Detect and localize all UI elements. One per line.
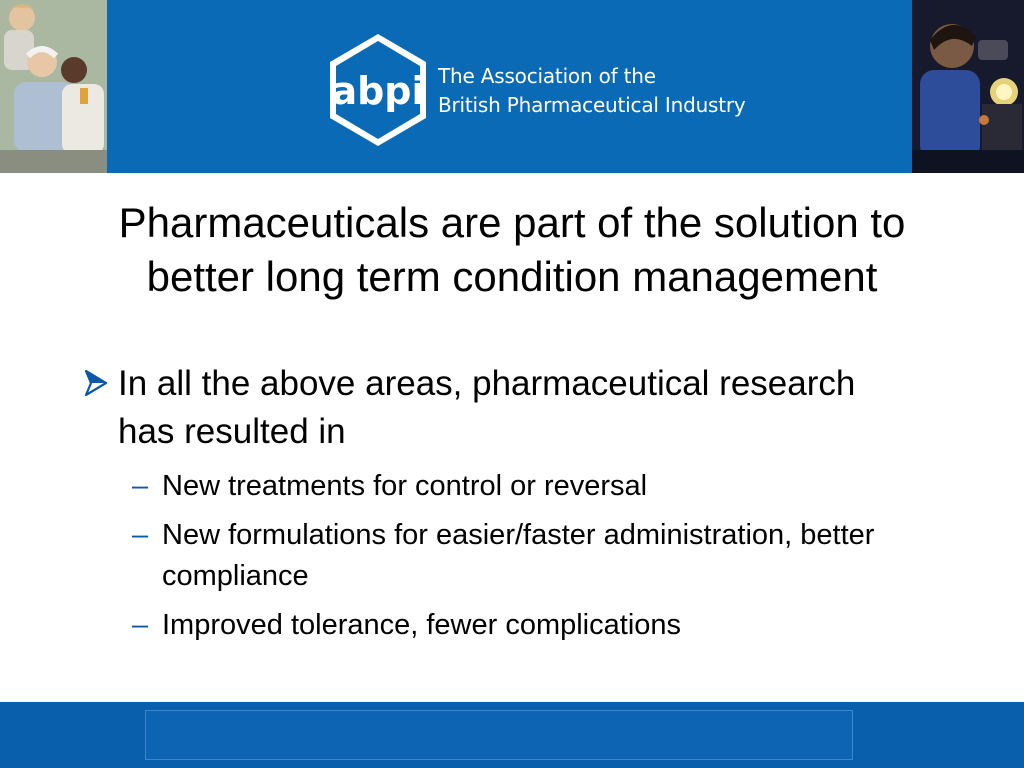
slide-title: Pharmaceuticals are part of the solution to better long term condition management <box>118 199 906 300</box>
sub-bullet-item <box>132 466 920 507</box>
sub-bullet-list <box>80 466 920 646</box>
footer-panel <box>145 710 853 760</box>
arrow-bullet-icon <box>80 368 110 398</box>
laboratory-researcher-photo <box>912 0 1024 173</box>
abpi-logo-icon <box>328 32 428 148</box>
bullet-list <box>80 360 920 654</box>
sub-bullet-item <box>132 605 920 646</box>
sub-bullet-text: New treatments for control or reversal <box>162 470 648 502</box>
header-banner <box>0 0 1024 173</box>
elderly-patients-photo <box>0 0 107 173</box>
sub-bullet-text: Improved tolerance, fewer complications <box>162 609 682 641</box>
dash-bullet-icon: – <box>132 609 149 641</box>
sub-bullet-item <box>132 515 920 597</box>
logo-wordmark <box>438 62 746 120</box>
logo-mark-text: abpi <box>331 69 425 113</box>
logo-line-2: British Pharmaceutical Industry <box>438 93 746 117</box>
bullet-text: In all the above areas, pharmaceutical research has resulted in <box>118 364 856 451</box>
dash-bullet-icon: – <box>132 470 149 502</box>
dash-bullet-icon: – <box>132 519 149 551</box>
sub-bullet-text: New formulations for easier/faster administration, better compliance <box>162 519 875 592</box>
logo-line-1: The Association of the <box>438 64 656 88</box>
footer-bar <box>0 702 1024 768</box>
bullet-item <box>80 360 920 456</box>
